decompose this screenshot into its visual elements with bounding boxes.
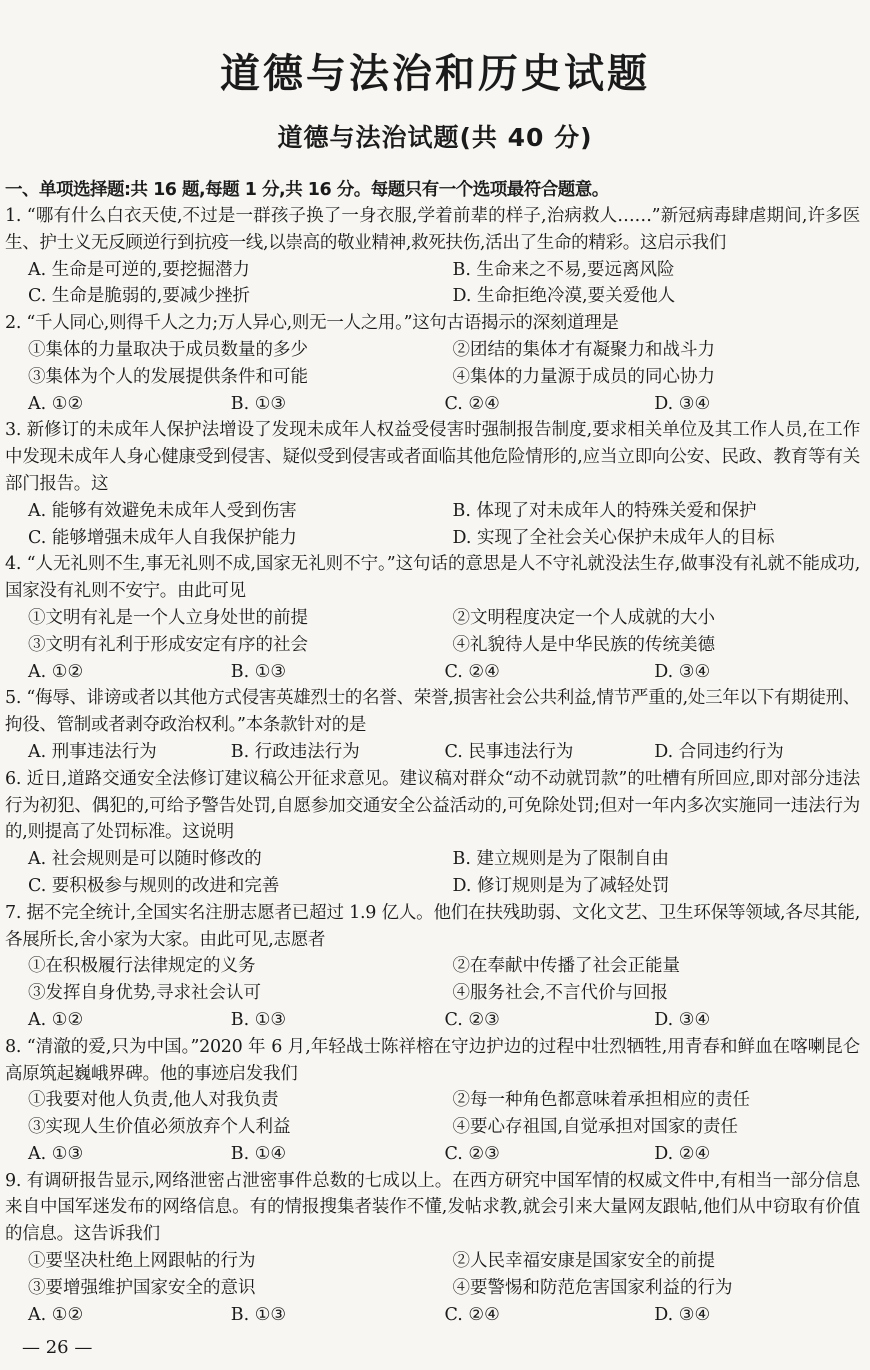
question-stem: 6. 近日,道路交通安全法修订建议稿公开征求意见。建议稿对群众“动不动就罚款”的吐槽有所回应,即对部分违法行为初犯、偶犯的,可给予警告处罚,自愿参加交通安全公益活动的,可免除处罚;但对一年内多次实施同一违法行为的,则提高了处罚标准。这说明 bbox=[5, 768, 860, 843]
statement-row bbox=[5, 1248, 860, 1275]
answer-option: A. 能够有效避免未成年人受到伤害 bbox=[28, 500, 297, 521]
question-stem: 2. “千人同心,则得千人之力;万人异心,则无一人之用。”这句古语揭示的深刻道理是 bbox=[5, 313, 619, 334]
statement: ③集体为个人的发展提供条件和可能 bbox=[28, 366, 308, 387]
answer-option: B. ①③ bbox=[230, 1009, 287, 1030]
answer-option: D. ③④ bbox=[654, 1304, 711, 1325]
answer-option: B. 生命来之不易,要远离风险 bbox=[452, 259, 675, 280]
statement-row bbox=[5, 1087, 860, 1114]
statement: ②文明程度决定一个人成就的大小 bbox=[452, 607, 715, 628]
statement: ①我要对他人负责,他人对我负责 bbox=[28, 1090, 279, 1111]
question-stem: 8. “清澈的爱,只为中国。”2020 年 6 月,年轻战士陈祥榕在守边护边的过程中壮烈牺牲,用青春和鲜血在喀喇昆仑高原筑起巍峨界碑。他的事迹启发我们 bbox=[5, 1036, 860, 1084]
answer-option: C. ②③ bbox=[444, 1009, 500, 1030]
answer-option: A. 社会规则是可以随时修改的 bbox=[28, 849, 262, 870]
question-stem: 5. “侮辱、诽谤或者以其他方式侵害英雄烈士的名誉、荣誉,损害社会公共利益,情节严重的,处三年以下有期徒刑、拘役、管制或者剥夺政治权利。”本条款针对的是 bbox=[5, 688, 860, 736]
option-row bbox=[5, 525, 860, 552]
answer-option: C. 能够增强未成年人自我保护能力 bbox=[28, 527, 297, 548]
option-row bbox=[5, 283, 860, 310]
option-row bbox=[5, 1141, 860, 1168]
answer-option: D. 生命拒绝冷漠,要关爱他人 bbox=[452, 286, 676, 307]
statement: ④集体的力量源于成员的同心协力 bbox=[452, 366, 715, 387]
answer-option: D. ③④ bbox=[654, 1009, 711, 1030]
option-row bbox=[5, 1007, 860, 1034]
answer-option: D. ③④ bbox=[654, 393, 711, 414]
question-stem: 4. “人无礼则不生,事无礼则不成,国家无礼则不宁。”这句话的意思是人不守礼就没法生存,做事没有礼就不能成功,国家没有礼则不安宁。由此可见 bbox=[5, 554, 860, 602]
answer-option: A. ①③ bbox=[28, 1143, 84, 1164]
option-row bbox=[5, 1302, 860, 1329]
statement: ①集体的力量取决于成员数量的多少 bbox=[28, 339, 308, 360]
question bbox=[5, 685, 860, 765]
option-row bbox=[5, 257, 860, 284]
question bbox=[5, 1168, 860, 1329]
answer-option: D. ②④ bbox=[654, 1143, 711, 1164]
question-list bbox=[5, 203, 860, 1328]
question-stem: 1. “哪有什么白衣天使,不过是一群孩子换了一身衣服,学着前辈的样子,治病救人……”新冠病毒肆虐期间,许多医生、护士义无反顾逆行到抗疫一线,以崇高的敬业精神,救死扶伤,活出了生命的精彩。这启示我们 bbox=[5, 206, 860, 253]
answer-option: D. 修订规则是为了减轻处罚 bbox=[452, 875, 670, 896]
answer-option: B. 建立规则是为了限制自由 bbox=[452, 849, 669, 870]
answer-option: A. 刑事违法行为 bbox=[28, 741, 157, 762]
statement-row bbox=[5, 364, 860, 391]
answer-option: A. ①② bbox=[28, 1304, 84, 1325]
question bbox=[5, 203, 860, 310]
statement-row bbox=[5, 1275, 860, 1302]
question bbox=[5, 900, 860, 1034]
statement: ②每一种角色都意味着承担相应的责任 bbox=[452, 1090, 750, 1111]
answer-option: D. 合同违约行为 bbox=[654, 741, 784, 762]
answer-option: C. ②④ bbox=[444, 661, 500, 682]
section-heading: 一、单项选择题:共 16 题,每题 1 分,共 16 分。每题只有一个选项最符合题意。 bbox=[5, 180, 609, 200]
page-number: — 26 — bbox=[22, 1337, 93, 1358]
statement-row bbox=[5, 337, 860, 364]
question-stem: 3. 新修订的未成年人保护法增设了发现未成年人权益受侵害时强制报告制度,要求相关单位及其工作人员,在工作中发现未成年人身心健康受到侵害、疑似受到侵害或者面临其他危险情形的,应当立即向公安、民政、教育等有关部门报告。这 bbox=[5, 420, 860, 494]
option-row bbox=[5, 391, 860, 418]
answer-option: B. 行政违法行为 bbox=[230, 741, 360, 762]
statement-row bbox=[5, 1114, 860, 1141]
answer-option: C. 生命是脆弱的,要减少挫折 bbox=[28, 286, 250, 307]
answer-option: B. 体现了对未成年人的特殊关爱和保护 bbox=[452, 500, 757, 521]
answer-option: A. 生命是可逆的,要挖掘潜力 bbox=[28, 259, 250, 280]
statement: ③要增强维护国家安全的意识 bbox=[28, 1277, 256, 1298]
statement-row bbox=[5, 980, 860, 1007]
statement: ②团结的集体才有凝聚力和战斗力 bbox=[452, 339, 715, 360]
question bbox=[5, 551, 860, 685]
question-stem: 9. 有调研报告显示,网络泄密占泄密事件总数的七成以上。在西方研究中国军情的权威文件中,有相当一部分信息来自中国军迷发布的网络信息。有的情报搜集者装作不懂,发帖求教,就会引来大量网友跟帖,他们从中窃取有价值的信息。这告诉我们 bbox=[5, 1170, 860, 1245]
question bbox=[5, 1034, 860, 1168]
statement: ③发挥自身优势,寻求社会认可 bbox=[28, 983, 262, 1004]
statement: ①要坚决杜绝上网跟帖的行为 bbox=[28, 1251, 256, 1272]
option-row bbox=[5, 846, 860, 873]
statement: ②人民幸福安康是国家安全的前提 bbox=[452, 1251, 715, 1272]
statement: ③实现人生价值必须放弃个人利益 bbox=[28, 1117, 291, 1138]
statement: ②在奉献中传播了社会正能量 bbox=[452, 956, 680, 977]
answer-option: B. ①③ bbox=[230, 661, 287, 682]
answer-option: A. ①② bbox=[28, 661, 84, 682]
answer-option: B. ①④ bbox=[230, 1143, 287, 1164]
statement: ④要心存祖国,自觉承担对国家的责任 bbox=[452, 1117, 739, 1138]
statement: ④服务社会,不言代价与回报 bbox=[452, 983, 669, 1004]
option-row bbox=[5, 659, 860, 686]
statement: ③文明有礼利于形成安定有序的社会 bbox=[28, 634, 308, 655]
main-title: 道德与法治和历史试题 bbox=[220, 51, 650, 97]
option-row bbox=[5, 498, 860, 525]
statement-row bbox=[5, 632, 860, 659]
option-row bbox=[5, 873, 860, 900]
answer-option: D. ③④ bbox=[654, 661, 711, 682]
subtitle: 道德与法治试题(共 40 分) bbox=[277, 123, 593, 152]
answer-option: C. 要积极参与规则的改进和完善 bbox=[28, 875, 280, 896]
statement: ④礼貌待人是中华民族的传统美德 bbox=[452, 634, 715, 655]
answer-option: C. ②④ bbox=[444, 1304, 500, 1325]
statement: ①文明有礼是一个人立身处世的前提 bbox=[28, 607, 308, 628]
statement-row bbox=[5, 953, 860, 980]
answer-option: A. ①② bbox=[28, 393, 84, 414]
question bbox=[5, 766, 860, 900]
question-stem: 7. 据不完全统计,全国实名注册志愿者已超过 1.9 亿人。他们在扶残助弱、文化文艺、卫生环保等领域,各尽其能,各展所长,舍小家为大家。由此可见,志愿者 bbox=[5, 902, 860, 950]
answer-option: C. ②③ bbox=[444, 1143, 500, 1164]
question bbox=[5, 417, 860, 551]
answer-option: C. 民事违法行为 bbox=[444, 741, 574, 762]
answer-option: A. ①② bbox=[28, 1009, 84, 1030]
option-row bbox=[5, 739, 860, 766]
answer-option: D. 实现了全社会关心保护未成年人的目标 bbox=[452, 527, 775, 548]
statement-row bbox=[5, 605, 860, 632]
answer-option: B. ①③ bbox=[230, 393, 287, 414]
statement: ④要警惕和防范危害国家利益的行为 bbox=[452, 1277, 733, 1298]
statement: ①在积极履行法律规定的义务 bbox=[28, 956, 256, 977]
answer-option: B. ①③ bbox=[230, 1304, 287, 1325]
question bbox=[5, 310, 860, 417]
answer-option: C. ②④ bbox=[444, 393, 500, 414]
